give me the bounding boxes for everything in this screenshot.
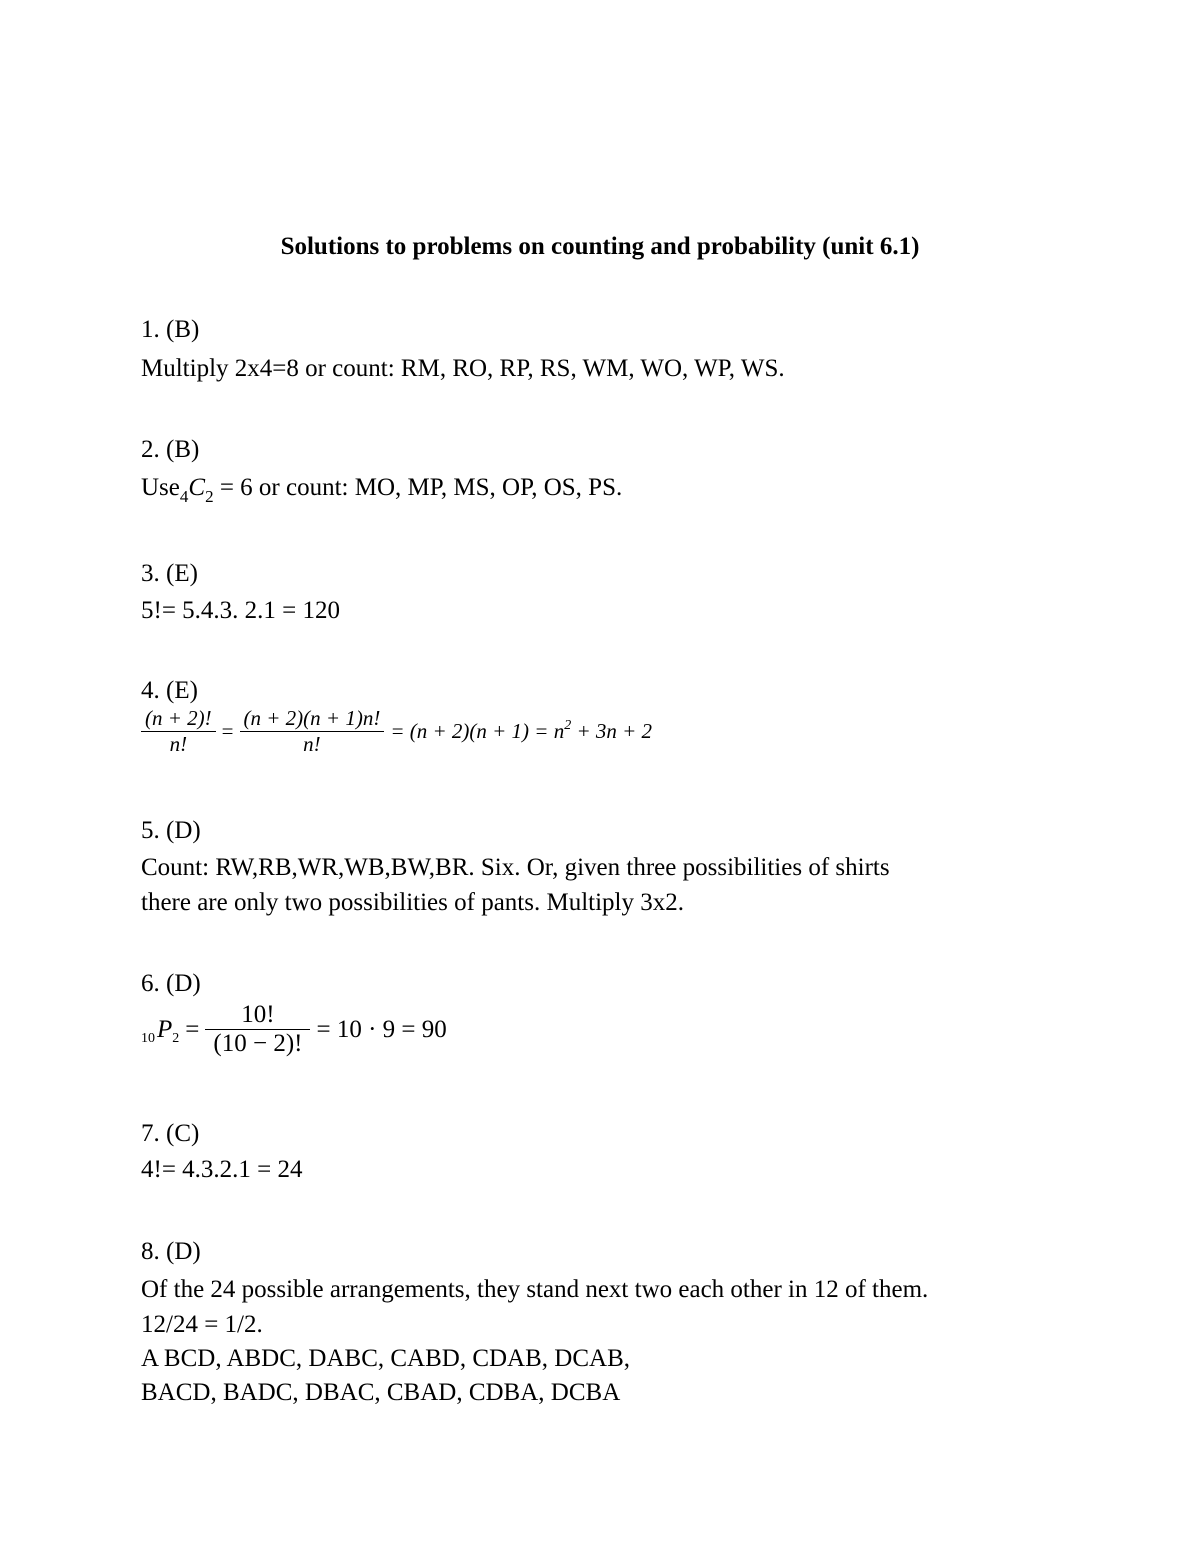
q4-fraction-1-denominator: n! [169,732,188,756]
q8-solution-line-2: 12/24 = 1/2. [141,1311,263,1338]
q3-answer-label: 3. (E) [141,560,198,587]
q1-answer-label: 1. (B) [141,316,200,343]
page-title: Solutions to problems on counting and probability (unit 6.1) [280,233,920,260]
q4-fraction-2 [240,706,385,757]
q2-answer-label: 2. (B) [141,436,200,463]
q4-result [390,719,652,744]
q2-k-subscript: 2 [205,487,214,506]
q6-denominator: (10 − 2)! [213,1030,303,1057]
q5-solution-line-1: Count: RW,RB,WR,WB,BW,BR. Six. Or, given three possibilities of shirts [141,854,890,881]
q6-pre-subscript: 10 [141,1030,155,1046]
q4-result-exponent: 2 [564,718,572,733]
q4-answer-label: 4. (E) [141,677,198,704]
q4-fraction-2-denominator: n! [303,732,321,756]
q4-fraction-1 [141,706,216,757]
q1-solution: Multiply 2x4=8 or count: RM, RO, RP, RS, WM, WO, WP, WS. [141,355,785,382]
q7-solution: 4!= 4.3.2.1 = 24 [141,1156,303,1183]
q6-equals-sign: = [185,1015,200,1043]
q2-combination-symbol: C [188,474,206,501]
q8-answer-label: 8. (D) [141,1238,201,1265]
q6-permutation-symbol: P [157,1015,173,1043]
q2-rest: = 6 or count: MO, MP, MS, OP, OS, PS. [213,474,623,501]
q7-answer-label: 7. (C) [141,1120,200,1147]
q8-solution-line-1: Of the 24 possible arrangements, they stand next two each other in 12 of them. [141,1276,929,1303]
q2-solution [141,474,623,506]
q6-equation [141,1001,447,1058]
q6-post-subscript: 2 [172,1030,180,1046]
q4-equation [141,706,658,757]
q2-use-text: Use [141,474,180,501]
q6-answer-label: 6. (D) [141,970,201,997]
q4-result-a: = (n + 2)(n + 1) = n [390,719,565,743]
q5-solution-line-2: there are only two possibilities of pants. Multiply 3x2. [141,889,684,916]
q6-fraction [205,1001,310,1058]
q4-equals-sign: = [221,719,234,743]
q8-arrangements-line-2: BACD, BADC, DBAC, CBAD, CDBA, DCBA [141,1379,621,1406]
q5-answer-label: 5. (D) [141,817,201,844]
q8-arrangements-line-1: A BCD, ABDC, DABC, CABD, CDAB, DCAB, [141,1345,630,1372]
q6-result: = 10 · 9 = 90 [316,1015,447,1043]
q4-result-b: + 3n + 2 [571,719,653,743]
q4-fraction-2-numerator: (n + 2)(n + 1)n! [240,706,385,732]
q4-fraction-1-numerator: (n + 2)! [141,706,216,732]
q2-n-subscript: 4 [179,487,189,506]
q3-solution: 5!= 5.4.3. 2.1 = 120 [141,597,341,624]
q6-numerator: 10! [205,1001,310,1030]
